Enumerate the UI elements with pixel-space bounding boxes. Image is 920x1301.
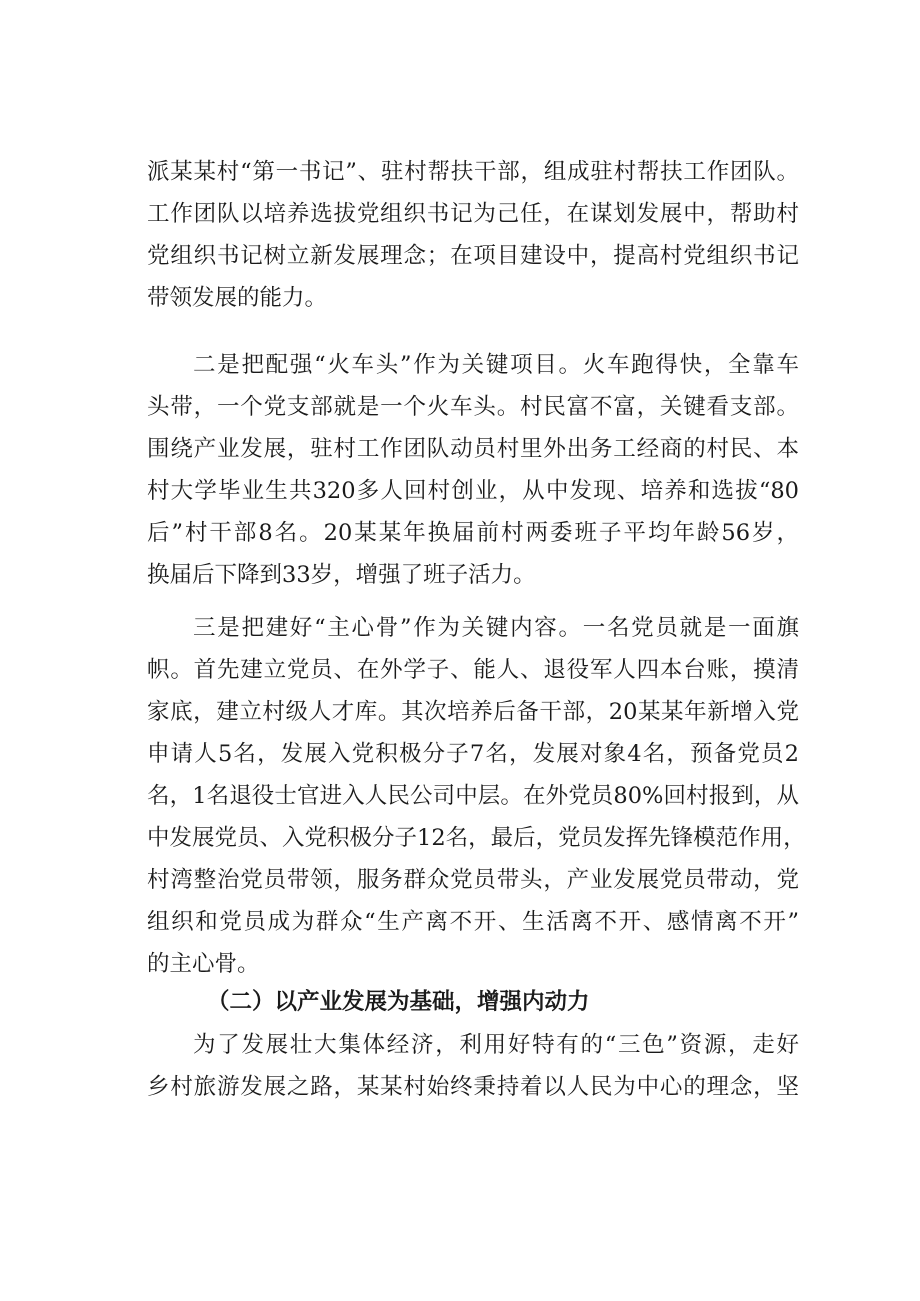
text-line: 三是把建好“主心骨”作为关键内容。一名党员就是一面旗 <box>193 615 799 641</box>
text-line: 乡村旅游发展之路，某某村始终秉持着以人民为中心的理念，坚 <box>147 1074 799 1100</box>
text-line: 二是把配强“火车头”作为关键项目。火车跑得快，全靠车 <box>193 352 799 378</box>
text-line: 派某某村“第一书记”、驻村帮扶干部，组成驻村帮扶工作团队。 <box>147 159 799 185</box>
text-line: 家底，建立村级人才库。其次培养后备干部，20某某年新增入党 <box>147 699 799 725</box>
text-line: 头带，一个党支部就是一个火车头。村民富不富，关键看支部。 <box>147 394 799 420</box>
text-line: 换届后下降到33岁，增强了班子活力。 <box>147 562 536 588</box>
text-line: 帜。首先建立党员、在外学子、能人、退役军人四本台账，摸清 <box>147 657 799 683</box>
text-line: 中发展党员、入党积极分子12名，最后，党员发挥先锋模范作用， <box>147 825 806 851</box>
paragraph-3 <box>147 607 806 985</box>
text-line: 申请人5名，发展入党积极分子7名，发展对象4名，预备党员2 <box>147 741 799 767</box>
text-line: 名，1名退役士官进入人民公司中层。在外党员80%回村报到，从 <box>147 783 799 809</box>
text-line: 工作团队以培养选拔党组织书记为己任，在谋划发展中，帮助村 <box>147 201 799 227</box>
text-line: 后”村干部8名。20某某年换届前村两委班子平均年龄56岁， <box>147 520 799 546</box>
text-line: 围绕产业发展，驻村工作团队动员村里外出务工经商的村民、本 <box>147 436 799 462</box>
text-line: 村湾整治党员带领，服务群众党员带头，产业发展党员带动，党 <box>147 867 799 893</box>
paragraph-1 <box>147 151 799 319</box>
text-line: 的主心骨。 <box>147 951 260 977</box>
text-line: 带领发展的能力。 <box>147 285 328 311</box>
text-line: 党组织书记树立新发展理念；在项目建设中，提高村党组织书记 <box>147 243 799 269</box>
section-heading: （二）以产业发展为基础，增强内动力 <box>207 989 590 1015</box>
text-line: 为了发展壮大集体经济，利用好特有的“三色”资源，走好 <box>193 1032 799 1058</box>
paragraph-4 <box>147 1024 799 1108</box>
paragraph-2 <box>147 344 799 596</box>
text-line: 组织和党员成为群众“生产离不开、生活离不开、感情离不开” <box>147 909 799 935</box>
text-line: 村大学毕业生共320多人回村创业，从中发现、培养和选拔“80 <box>147 478 799 504</box>
